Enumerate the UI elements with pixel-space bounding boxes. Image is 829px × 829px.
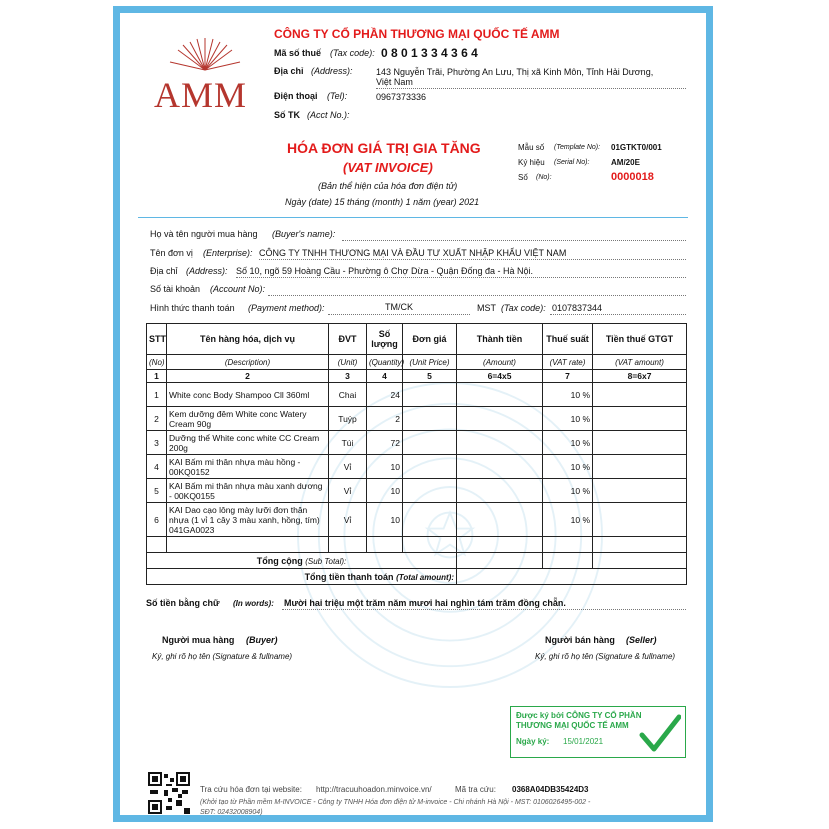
buyer-account-label: Số tài khoản [150,284,201,294]
row-vat-amount [593,431,687,455]
row-vat-amount [593,479,687,503]
col-header-quantity: Số lượng [367,324,403,355]
col-num-4: 4 [367,370,403,383]
row-description: Kem dưỡng đêm White conc Watery Cream 90g [167,407,329,431]
row-unit: Túi [329,431,367,455]
seller-phone-label: Điện thoại [274,91,318,101]
row-amount [457,407,543,431]
total-label-en: (Total amount): [396,572,454,582]
row-description: KAI Bấm mi thân nhựa màu hồng - 00KQ0152 [167,455,329,479]
col-num-2: 2 [167,370,329,383]
row-amount [457,503,543,537]
seller-address-dotline [376,88,686,89]
row-amount [457,479,543,503]
row-stt: 2 [147,407,167,431]
row-unit-price [403,479,457,503]
table-header-row [147,324,687,355]
row-description: KAI Bấm mi thân nhựa màu xanh dương - 00KQ0155 [167,479,329,503]
row-amount [457,455,543,479]
table-row [147,407,687,431]
col-num-3: 3 [329,370,367,383]
seller-address-label: Địa chỉ [274,66,304,76]
row-vat-rate: 10 % [543,383,593,407]
buyer-account-label-en: (Account No): [210,284,266,294]
seller-address-line1: 143 Nguyễn Trãi, Phường An Lưu, Thị xã Kinh Môn, Tỉnh Hải Dương, [376,67,654,77]
buyer-enterprise-label: Tên đơn vị [150,248,193,258]
buyer-sign-title-en: (Buyer) [246,635,278,645]
row-quantity: 10 [367,479,403,503]
buyer-address-label: Địa chỉ [150,266,178,276]
stamp-date: 15/01/2021 [563,737,604,746]
buyer-name-label-en: (Buyer's name): [272,229,336,239]
stamp-line1: Được ký bởi CÔNG TY CỔ PHẦN [516,711,642,720]
row-vat-rate: 10 % [543,407,593,431]
row-unit-price [403,383,457,407]
row-vat-amount [593,455,687,479]
row-vat-amount [593,503,687,537]
row-stt: 5 [147,479,167,503]
row-unit-price [403,503,457,537]
number-label: Số [518,173,528,182]
col-header-amount: Thành tiền [457,324,543,355]
words-label-en: (In words): [233,599,274,608]
seller-address-label-en: (Address): [311,66,353,76]
invoice-subtitle: (Bản thể hiện của hóa đơn điện tử) [318,181,458,191]
mst-dotline [550,314,686,315]
payment-label: Hình thức thanh toán [150,303,235,313]
col-sub-amount: (Amount) [457,355,543,370]
buyer-enterprise-label-en: (Enterprise): [203,248,253,258]
buyer-address-dotline [236,277,686,278]
table-number-row [147,370,687,383]
seller-tax-label: Mã số thuế [274,48,322,58]
invoice-title: HÓA ĐƠN GIÁ TRỊ GIA TĂNG [287,140,481,156]
table-row [147,383,687,407]
digital-signature-stamp [510,706,686,758]
row-quantity: 72 [367,431,403,455]
table-row [147,503,687,537]
col-sub-unit: (Unit) [329,355,367,370]
invoice-date: Ngày (date) 15 tháng (month) 1 năm (year) 2021 [285,197,480,207]
subtotal-row [147,553,687,569]
col-num-8: 8=6x7 [593,370,687,383]
serial-label: Ký hiệu [518,158,545,167]
row-vat-rate: 10 % [543,431,593,455]
buyer-address-label-en: (Address): [186,266,228,276]
serial-label-en: (Serial No): [554,159,590,166]
row-vat-amount [593,407,687,431]
header-divider [138,217,688,218]
total-label: Tổng tiền thanh toán [304,571,394,582]
col-num-1: 1 [147,370,167,383]
table-row [147,479,687,503]
mst-label: MST [477,303,496,313]
row-vat-rate: 10 % [543,455,593,479]
payment-dotline [328,314,470,315]
table-row [147,455,687,479]
buyer-name-dotline [342,240,686,241]
buyer-address: Số 10, ngõ 59 Hoàng Cầu - Phường ô Chợ Dừa - Quận Đống đa - Hà Nội. [236,266,534,276]
row-quantity: 24 [367,383,403,407]
row-unit: Tuýp [329,407,367,431]
items-table [146,323,687,585]
lookup-code: 0368A04DB35424D3 [512,785,589,794]
buyer-enterprise-dotline [259,259,686,260]
row-vat-rate: 10 % [543,479,593,503]
qr-code-icon [148,772,190,814]
words-label: Số tiền bằng chữ [146,598,220,608]
row-unit-price [403,407,457,431]
col-header-vat-amount: Tiền thuế GTGT [593,324,687,355]
table-subheader-row [147,355,687,370]
template-label-en: (Template No): [554,144,601,151]
row-vat-rate: 10 % [543,503,593,537]
table-row [147,431,687,455]
row-stt: 3 [147,431,167,455]
buyer-enterprise: CÔNG TY TNHH THƯƠNG MẠI VÀ ĐẦU TƯ XUẤT NHẬP KHẨU VIỆT NAM [259,248,567,258]
buyer-name-label: Họ và tên người mua hàng [150,229,258,239]
col-header-description: Tên hàng hóa, dịch vụ [167,324,329,355]
row-unit-price [403,455,457,479]
seller-sign-title: Người bán hàng [545,635,615,645]
col-sub-stt: (No) [147,355,167,370]
seller-acct-label-en: (Acct No.): [307,110,350,120]
mst-value: 0107837344 [552,303,603,313]
words-value: Mười hai triệu một trăm năm mươi hai nghìn tám trăm đồng chẵn. [284,598,566,608]
lookup-code-label: Mã tra cứu: [455,785,496,794]
number-value: 0000018 [611,171,654,183]
number-label-en: (No): [536,174,552,181]
subtotal-vat [593,553,687,569]
row-stt: 4 [147,455,167,479]
payment-value: TM/CK [385,302,413,312]
seller-tax-code: 0 8 0 1 3 3 4 3 6 4 [381,46,478,60]
seller-phone-label-en: (Tel): [327,91,348,101]
col-header-unit-price: Đơn giá [403,324,457,355]
items-body [147,383,687,585]
serial-value: AM/20E [611,158,640,167]
words-dotline [282,609,686,610]
row-unit: Vỉ [329,503,367,537]
lookup-url[interactable]: http://tracuuhoadon.minvoice.vn/ [316,785,432,794]
col-header-stt: STT [147,324,167,355]
seller-acct-label: Số TK [274,110,300,120]
row-unit: Vỉ [329,455,367,479]
buyer-sign-title: Người mua hàng [162,635,235,645]
seller-sign-title-en: (Seller) [626,635,657,645]
row-stt: 6 [147,503,167,537]
buyer-account-dotline [268,295,686,296]
stamp-date-label: Ngày ký: [516,737,550,746]
col-num-6: 6=4x5 [457,370,543,383]
col-header-unit: ĐVT [329,324,367,355]
table-row-empty [147,537,687,553]
seller-tax-label-en: (Tax code): [330,48,375,58]
col-sub-unit-price: (Unit Price) [403,355,457,370]
template-label: Mẫu số [518,143,545,152]
row-amount [457,383,543,407]
template-value: 01GTKT0/001 [611,143,662,152]
seller-phone: 0967373336 [376,92,427,102]
col-sub-vat-rate: (VAT rate) [543,355,593,370]
stamp-line2: THƯƠNG MẠI QUỐC TẾ AMM [516,721,629,730]
row-description: White conc Body Shampoo Cll 360ml [167,383,329,407]
row-description: KAI Dao cạo lông mày lưỡi đơn thân nhựa (1 vỉ 1 cây 3 màu xanh, hồng, tím) 041GA0023 [167,503,329,537]
seller-address-line2: Việt Nam [376,77,413,87]
total-amount [457,569,687,585]
row-stt: 1 [147,383,167,407]
seller-sign-note: Ký, ghi rõ họ tên (Signature & fullname) [535,652,676,661]
payment-label-en: (Payment method): [248,303,325,313]
subtotal-label: Tổng cộng [256,555,303,566]
row-unit: Chai [329,383,367,407]
col-sub-vat-amount: (VAT amount) [593,355,687,370]
row-unit-price [403,431,457,455]
lookup-label: Tra cứu hóa đơn tại website: [200,785,302,794]
row-unit: Vỉ [329,479,367,503]
col-sub-quantity: (Quantity) [367,355,403,370]
row-amount [457,431,543,455]
subtotal-amount [457,553,543,569]
total-row [147,569,687,585]
col-header-vat-rate: Thuế suất [543,324,593,355]
buyer-sign-note: Ký, ghi rõ họ tên (Signature & fullname) [152,652,293,661]
footer-note-line1: (Khởi tạo từ Phần mềm M-INVOICE - Công ty TNHH Hóa đơn điện tử M-invoice - Chi nhánh Hà Nội - MST: 0106026495-002 - [200,799,591,806]
row-quantity: 2 [367,407,403,431]
col-num-5: 5 [403,370,457,383]
logo-text: AMM [154,75,248,115]
row-quantity: 10 [367,455,403,479]
row-quantity: 10 [367,503,403,537]
col-sub-description: (Description) [167,355,329,370]
row-vat-amount [593,383,687,407]
row-description: Dưỡng thể White conc white CC Cream 200g [167,431,329,455]
invoice-title-en: (VAT INVOICE) [343,160,433,175]
footer-note-line2: SĐT: 02432008904) [200,809,263,816]
seller-company-name: CÔNG TY CỔ PHẦN THƯƠNG MẠI QUỐC TẾ AMM [274,27,560,41]
checkmark-icon [639,713,681,753]
subtotal-label-en: (Sub Total): [305,556,347,566]
col-num-7: 7 [543,370,593,383]
mst-label-en: (Tax code): [501,303,546,313]
